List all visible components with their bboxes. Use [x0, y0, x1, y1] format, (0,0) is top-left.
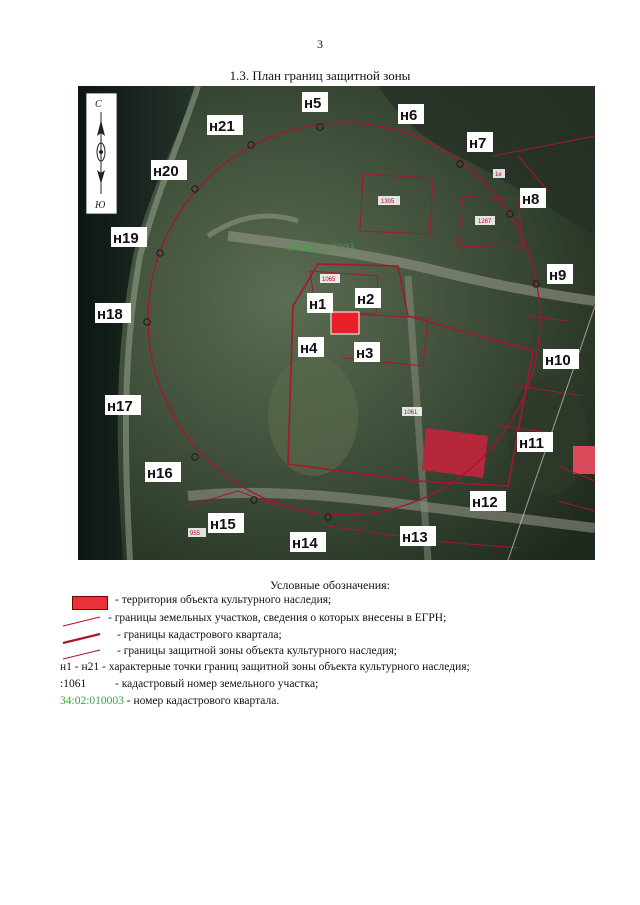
point-label-n2: н2: [357, 291, 375, 308]
parcel-label: 1267: [478, 219, 492, 225]
parcel-label: 955: [190, 531, 201, 537]
point-label-n9: н9: [549, 267, 567, 284]
point-label-n15: н15: [210, 516, 236, 533]
point-label-n20: н20: [153, 163, 179, 180]
zone-map: [78, 86, 595, 560]
point-label-n21: н21: [209, 118, 235, 135]
point-label-n13: н13: [402, 529, 428, 546]
legend-title: Условные обозначения:: [270, 578, 391, 592]
zone-line-swatch: [62, 648, 102, 660]
point-label-n4: н4: [300, 340, 318, 357]
point-label-n1: н1: [309, 296, 327, 313]
point-label-n10: н10: [545, 352, 571, 369]
thick-line-swatch: [62, 632, 102, 644]
point-label-n16: н16: [147, 465, 173, 482]
point-label-n6: н6: [400, 107, 418, 124]
point-label-n11: н11: [519, 435, 544, 452]
point-label-n14: н14: [292, 535, 318, 552]
point-label-n18: н18: [97, 306, 123, 323]
svg-text:Ю: Ю: [95, 200, 106, 211]
thin-line-swatch: [62, 615, 102, 627]
heritage-object: [331, 312, 359, 334]
legend-item-parcel-number: :1061 - кадастровый номер земельного участка;: [60, 678, 319, 690]
point-label-n3: н3: [356, 345, 374, 362]
point-label-n5: н5: [304, 95, 322, 112]
parcel-label: 1061: [404, 410, 418, 416]
point-label-n12: н12: [472, 494, 498, 511]
legend-item-quarter-number: 34:02:010003 - номер кадастрового квартала.: [60, 695, 280, 707]
parcel-label: 1065: [322, 277, 336, 283]
page-number: 3: [317, 37, 323, 51]
point-label-n19: н19: [113, 230, 139, 247]
quarter-number: 34:02:010003: [288, 240, 355, 254]
north-arrow-icon: [86, 93, 117, 214]
point-label-n17: н17: [107, 398, 133, 415]
point-label-n7: н7: [469, 135, 487, 152]
plan-title: 1.3. План границ защитной зоны: [229, 68, 411, 83]
red-roof-building: [422, 428, 488, 478]
parcel-label: 1e: [495, 172, 502, 178]
heritage-fill-swatch: [72, 596, 108, 610]
parcel-label: 1305: [381, 199, 395, 205]
svg-text:С: С: [95, 99, 102, 110]
legend-item-points: н1 - н21 - характерные точки границ защитной зоны объекта культурного наследия;: [60, 661, 470, 673]
point-label-n8: н8: [522, 191, 540, 208]
